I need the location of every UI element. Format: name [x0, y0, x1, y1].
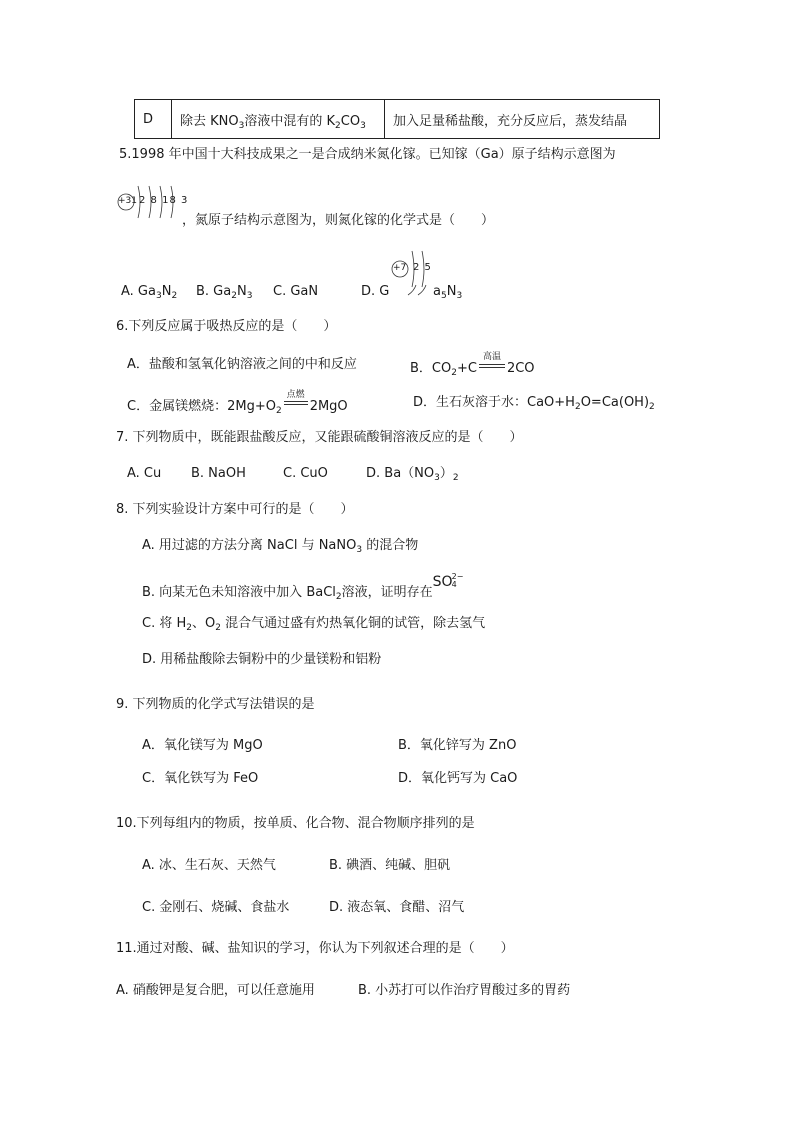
- row-purpose: 除去 $KNO_3$溶液中混有的 $K_2CO_3$: [172, 100, 385, 139]
- q11-option-b: B. 小苏打可以作治疗胃酸过多的胃药: [358, 983, 571, 998]
- q10-stem: 10.下列每组内的物质，按单质、化合物、混合物顺序排列的是: [116, 816, 475, 831]
- q5-stem: 5.1998 年中国十大科技成果之一是合成纳米氮化镓。已知镓（Ga）原子结构示意图为: [119, 147, 616, 162]
- q5-option-d-part1: D. G: [361, 284, 390, 299]
- q9-option-b: B．氧化锌写为 ZnO: [398, 738, 517, 753]
- q9-option-c: C．氧化铁写为 FeO: [142, 771, 259, 786]
- q5-option-c: C. GaN: [273, 284, 319, 299]
- row-letter: D: [135, 100, 172, 139]
- q8-option-d: D. 用稀盐酸除去铜粉中的少量镁粉和铝粉: [142, 652, 382, 667]
- option-table: [134, 99, 660, 139]
- q9-option-d: D．氧化钙写为 CaO: [398, 771, 518, 786]
- q7-option-a: A. Cu: [127, 466, 162, 481]
- q10-option-b: B. 碘酒、纯碱、胆矾: [329, 858, 451, 873]
- q8-option-b: B. 向某无色未知溶液中加入 BaCl$_2$溶液，证明存在 SO 2− 4: [142, 572, 464, 602]
- q6-option-a: A．盐酸和氢氧化钠溶液之间的中和反应: [127, 357, 357, 372]
- q11-option-a: A. 硝酸钾是复合肥，可以任意施用: [116, 983, 315, 998]
- q5-option-d-part2: $a_5N_3$: [433, 284, 463, 301]
- ga-atom-diagram: [116, 180, 189, 224]
- q9-stem: 9. 下列物质的化学式写法错误的是: [116, 697, 315, 712]
- q6-stem: 6.下列反应属于吸热反应的是（ ）: [116, 319, 337, 334]
- q7-option-b: B. NaOH: [191, 466, 246, 481]
- n-atom-diagram: [388, 247, 432, 297]
- condition-ignite: 点燃: [282, 394, 310, 412]
- q5-option-b: B. $Ga_2N_3$: [196, 284, 253, 301]
- q10-option-c: C. 金刚石、烧碱、食盐水: [142, 900, 290, 915]
- q7-option-c: C. CuO: [283, 466, 328, 481]
- q7-option-d: D. $Ba(NO_3)_2$: [366, 466, 459, 483]
- n-nucleus: +7: [393, 263, 407, 273]
- n-shells: 2 5: [413, 262, 432, 273]
- q6-option-d: D．生石灰溶于水：$CaO+H_2O=Ca(OH)_2$: [413, 395, 655, 412]
- q7-stem: 7. 下列物质中，既能跟盐酸反应，又能跟硫酸铜溶液反应的是（ ）: [116, 430, 523, 445]
- condition-high-temp: 高温: [477, 356, 507, 374]
- row-method: 加入足量稀盐酸，充分反应后，蒸发结晶: [385, 100, 660, 139]
- table-row: [135, 100, 660, 139]
- q11-stem: 11.通过对酸、碱、盐知识的学习，你认为下列叙述合理的是（ ）: [116, 941, 514, 956]
- q6-option-b: B．$CO_2+C$ 高温 2CO: [410, 352, 535, 378]
- q8-option-c: C. 将 $H_2$、$O_2$ 混合气通过盛有灼热氧化铜的试管，除去氢气: [142, 616, 486, 633]
- q5-line2: ，氮原子结构示意图为，则氮化镓的化学式是（ ）: [182, 213, 495, 228]
- q9-option-a: A．氧化镁写为 MgO: [142, 738, 263, 753]
- q5-option-a: A. $Ga_3N_2$: [121, 284, 178, 301]
- ga-nucleus: +31: [118, 196, 137, 206]
- ga-shells: 2 8 18 3: [139, 195, 189, 206]
- q8-option-a: A. 用过滤的方法分离 NaCl 与 NaNO$_3$ 的混合物: [142, 538, 419, 555]
- q6-option-c: C．金属镁燃烧：$2Mg+O_2$ 点燃 2MgO: [127, 390, 348, 416]
- q8-stem: 8. 下列实验设计方案中可行的是（ ）: [116, 502, 354, 517]
- sulfate-ion: SO 2− 4: [432, 572, 464, 590]
- q10-option-d: D. 液态氧、食醋、沼气: [329, 900, 465, 915]
- q10-option-a: A. 冰、生石灰、天然气: [142, 858, 276, 873]
